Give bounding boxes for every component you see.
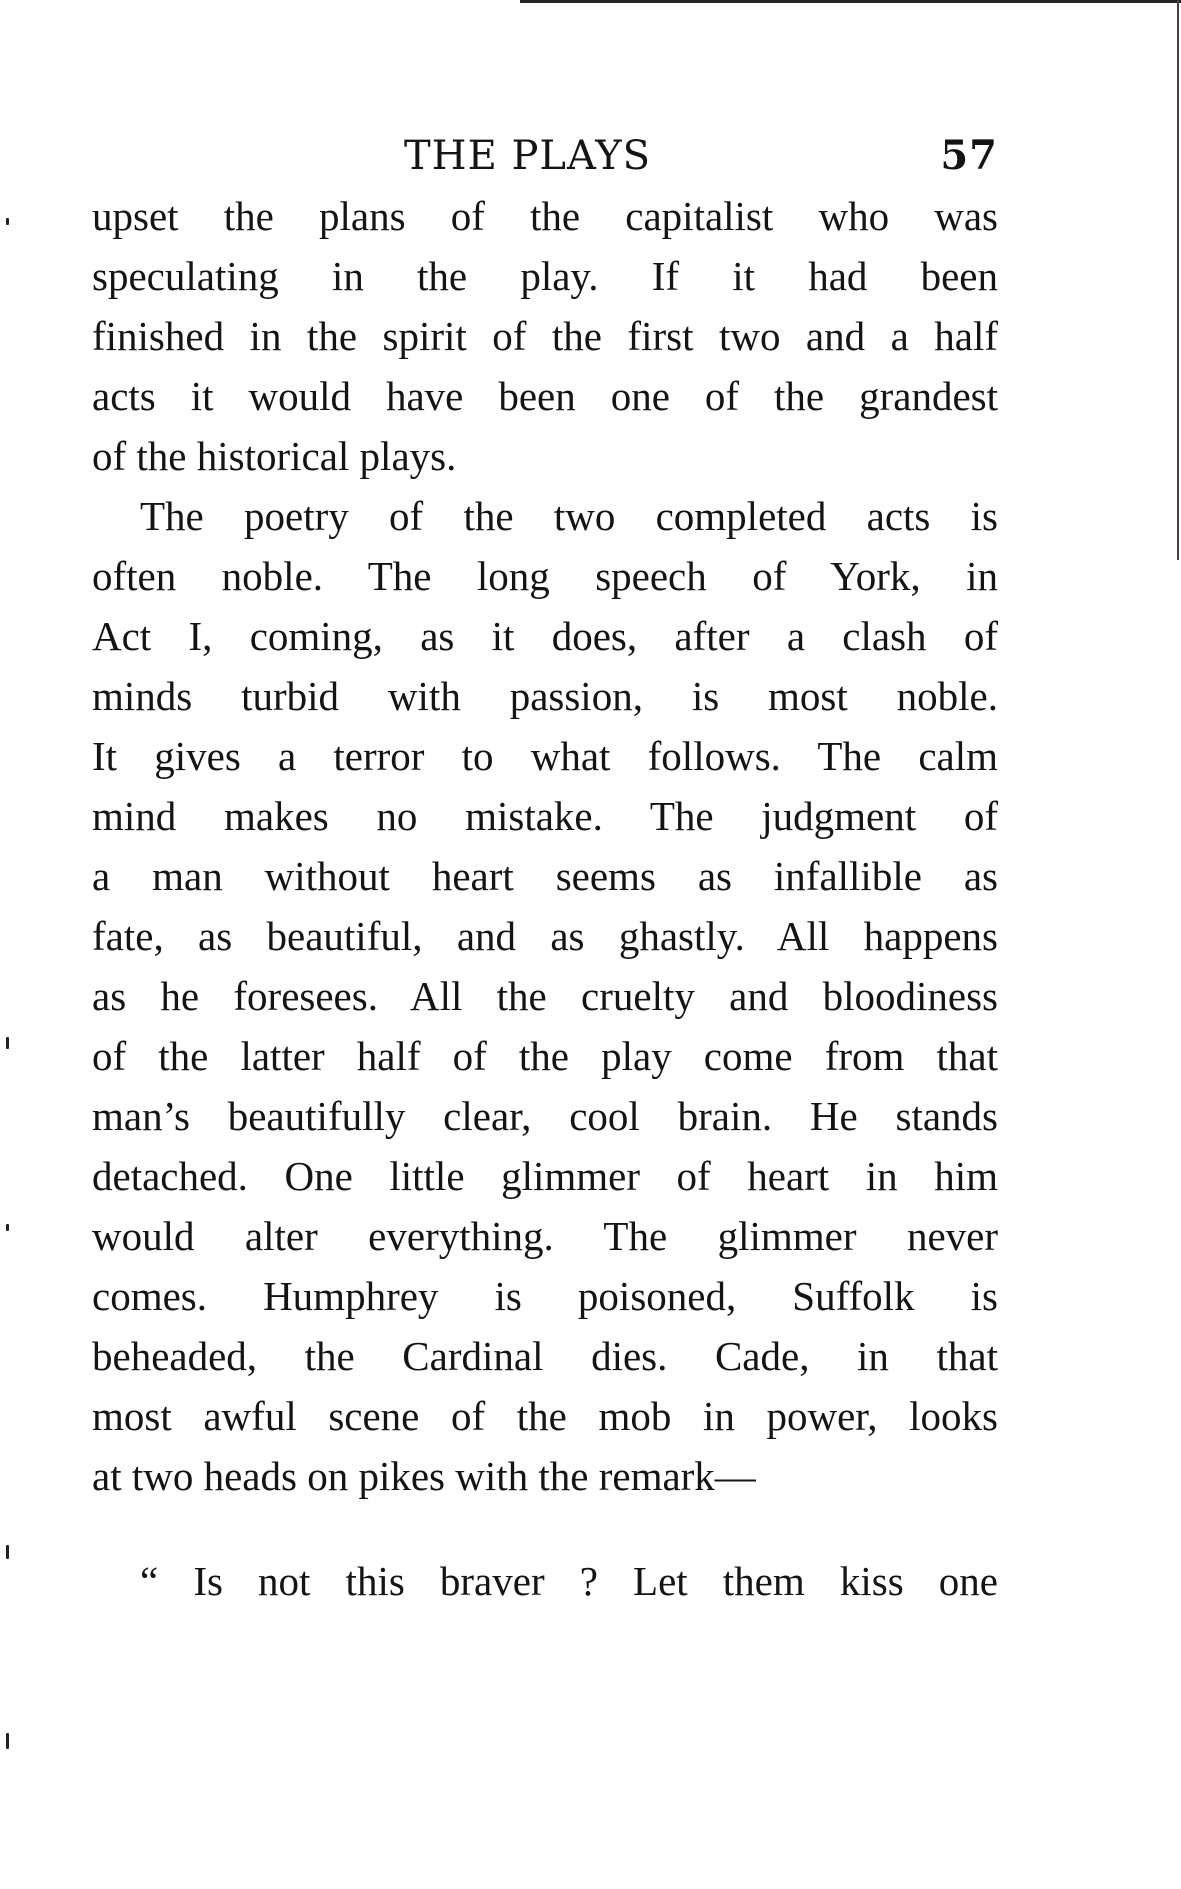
top-edge-rule <box>520 0 1181 3</box>
text-line: finished in the spirit of the first two and a half <box>92 313 998 359</box>
text-line: a man without heart seems as infallible as <box>92 853 998 899</box>
text-line: of the latter half of the play come from that <box>92 1033 998 1079</box>
text-line: The poetry of the two completed acts is <box>140 493 998 539</box>
margin-speck <box>6 218 9 225</box>
text-line: acts it would have been one of the grandest <box>92 373 998 419</box>
body-text <box>92 186 998 1611</box>
quote-line: “ Is not this braver ? Let them kiss one <box>140 1558 998 1604</box>
text-line: fate, as beautiful, and as ghastly. All happens <box>92 913 998 959</box>
text-line: detached. One little glimmer of heart in him <box>92 1153 998 1199</box>
text-line: at two heads on pikes with the remark— <box>92 1453 756 1499</box>
margin-speck <box>6 1037 9 1049</box>
margin-speck <box>6 1545 9 1559</box>
text-line: comes. Humphrey is poisoned, Suffolk is <box>92 1273 998 1319</box>
block-quote <box>92 1551 998 1611</box>
margin-speck <box>6 1733 9 1749</box>
text-line: minds turbid with passion, is most noble. <box>92 673 998 719</box>
text-line: most awful scene of the mob in power, looks <box>92 1393 998 1439</box>
margin-speck <box>6 1224 9 1231</box>
paragraph-2 <box>92 486 998 1506</box>
running-head <box>92 128 998 184</box>
page-number: 57 <box>940 132 998 179</box>
text-line: as he foresees. All the cruelty and bloodiness <box>92 973 998 1019</box>
page-edge-shadow <box>1177 0 1179 560</box>
book-page <box>92 128 998 1611</box>
text-line: man’s beautifully clear, cool brain. He stands <box>92 1093 998 1139</box>
text-line: of the historical plays. <box>92 433 457 479</box>
text-line: beheaded, the Cardinal dies. Cade, in that <box>92 1333 998 1379</box>
text-line: mind makes no mistake. The judgment of <box>92 793 998 839</box>
text-line: upset the plans of the capitalist who was <box>92 193 998 239</box>
text-line: speculating in the play. If it had been <box>92 253 998 299</box>
text-line: would alter everything. The glimmer never <box>92 1213 998 1259</box>
text-line: It gives a terror to what follows. The calm <box>92 733 998 779</box>
text-line: Act I, coming, as it does, after a clash of <box>92 613 998 659</box>
paragraph-1 <box>92 186 998 486</box>
running-title: THE PLAYS <box>404 133 652 179</box>
text-line: often noble. The long speech of York, in <box>92 553 998 599</box>
